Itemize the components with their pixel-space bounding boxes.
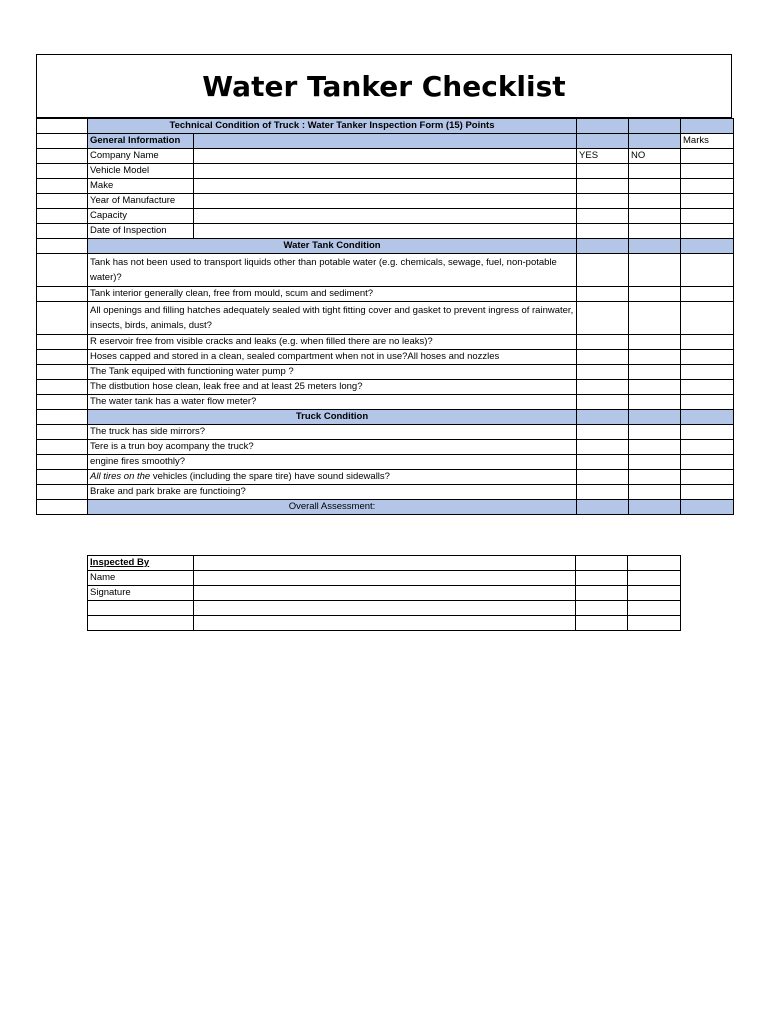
yes-cell[interactable] bbox=[577, 485, 629, 500]
general-heading: General Information bbox=[88, 134, 194, 149]
no-cell[interactable] bbox=[629, 485, 681, 500]
tires-rest-text: vehicles (including the spare tire) have sound sidewalls? bbox=[150, 471, 390, 482]
form-subtitle: Technical Condition of Truck : Water Tanker Inspection Form (15) Points bbox=[88, 119, 577, 134]
inspected-by-row bbox=[88, 556, 681, 571]
checklist-row bbox=[37, 485, 734, 500]
tank-heading: Water Tank Condition bbox=[88, 239, 577, 254]
field-label: Vehicle Model bbox=[88, 164, 194, 179]
checklist-item: The distbution hose clean, leak free and at least 25 meters long? bbox=[88, 380, 577, 395]
checklist-item: The truck has side mirrors? bbox=[88, 425, 577, 440]
marks-cell[interactable] bbox=[681, 254, 734, 287]
marks-cell[interactable] bbox=[681, 350, 734, 365]
checklist-item: engine fires smoothly? bbox=[88, 455, 577, 470]
no-cell[interactable] bbox=[629, 254, 681, 287]
field-value[interactable] bbox=[194, 209, 577, 224]
marks-cell[interactable] bbox=[681, 470, 734, 485]
inspection-row bbox=[88, 601, 681, 616]
marks-label: Marks bbox=[681, 134, 734, 149]
general-heading-row bbox=[37, 134, 734, 149]
field-label: Date of Inspection bbox=[88, 224, 194, 239]
marks-cell[interactable] bbox=[681, 440, 734, 455]
truck-heading: Truck Condition bbox=[88, 410, 577, 425]
checklist-row bbox=[37, 302, 734, 335]
marks-cell[interactable] bbox=[681, 425, 734, 440]
no-cell[interactable] bbox=[629, 455, 681, 470]
yes-cell[interactable] bbox=[577, 380, 629, 395]
checklist-item: The water tank has a water flow meter? bbox=[88, 395, 577, 410]
marks-cell[interactable] bbox=[681, 395, 734, 410]
yes-cell[interactable] bbox=[577, 365, 629, 380]
checklist-row bbox=[37, 365, 734, 380]
checklist-item: Tank has not been used to transport liquids other than potable water (e.g. chemicals, sewage, fuel, non-potable water)? bbox=[88, 254, 577, 287]
yes-cell[interactable] bbox=[577, 395, 629, 410]
marks-cell[interactable] bbox=[681, 455, 734, 470]
no-cell[interactable] bbox=[629, 335, 681, 350]
no-cell[interactable] bbox=[629, 350, 681, 365]
tank-heading-row bbox=[37, 239, 734, 254]
yes-cell[interactable] bbox=[577, 440, 629, 455]
no-cell[interactable] bbox=[629, 470, 681, 485]
checklist-row bbox=[37, 440, 734, 455]
yes-cell[interactable] bbox=[577, 455, 629, 470]
name-field[interactable] bbox=[194, 571, 576, 586]
marks-cell[interactable] bbox=[681, 302, 734, 335]
general-row bbox=[37, 224, 734, 239]
checklist-item: R eservoir free from visible cracks and leaks (e.g. when filled there are no leaks)? bbox=[88, 335, 577, 350]
yes-cell[interactable] bbox=[577, 254, 629, 287]
marks-cell[interactable] bbox=[681, 335, 734, 350]
checklist-row bbox=[37, 350, 734, 365]
checklist-item: Tere is a trun boy acompany the truck? bbox=[88, 440, 577, 455]
general-row bbox=[37, 209, 734, 224]
inspection-table bbox=[87, 555, 681, 631]
checklist-table bbox=[36, 118, 734, 515]
yes-cell[interactable] bbox=[577, 335, 629, 350]
field-value[interactable] bbox=[194, 194, 577, 209]
tires-italic-text: All tires on the bbox=[90, 471, 151, 482]
no-cell[interactable] bbox=[629, 302, 681, 335]
checklist-item: The Tank equiped with functioning water pump ? bbox=[88, 365, 577, 380]
no-cell[interactable] bbox=[629, 365, 681, 380]
no-cell[interactable] bbox=[629, 380, 681, 395]
no-cell[interactable] bbox=[629, 287, 681, 302]
checklist-row bbox=[37, 425, 734, 440]
name-label: Name bbox=[88, 571, 194, 586]
yes-cell[interactable] bbox=[577, 350, 629, 365]
general-row bbox=[37, 149, 734, 164]
signature-field[interactable] bbox=[194, 586, 576, 601]
checklist-row bbox=[37, 395, 734, 410]
general-row bbox=[37, 179, 734, 194]
checklist-row bbox=[37, 380, 734, 395]
checklist-row bbox=[37, 470, 734, 485]
yes-cell[interactable] bbox=[577, 302, 629, 335]
no-cell[interactable] bbox=[629, 425, 681, 440]
field-label: Year of Manufacture bbox=[88, 194, 194, 209]
signature-label: Signature bbox=[88, 586, 194, 601]
overall-row bbox=[37, 500, 734, 515]
field-value[interactable] bbox=[194, 224, 577, 239]
checklist-item: Brake and park brake are functioing? bbox=[88, 485, 577, 500]
field-label: Make bbox=[88, 179, 194, 194]
form-title-box bbox=[36, 54, 732, 118]
table-header-row bbox=[37, 119, 734, 134]
general-row bbox=[37, 194, 734, 209]
yes-cell[interactable] bbox=[577, 425, 629, 440]
inspected-by-heading: Inspected By bbox=[88, 556, 194, 571]
general-row bbox=[37, 164, 734, 179]
yes-cell[interactable] bbox=[577, 470, 629, 485]
checklist-item bbox=[88, 470, 577, 485]
inspection-row bbox=[88, 586, 681, 601]
yes-cell[interactable] bbox=[577, 287, 629, 302]
inspected-by-value[interactable] bbox=[194, 556, 576, 571]
checklist-item: Hoses capped and stored in a clean, sealed compartment when not in use?All hoses and nozzles bbox=[88, 350, 577, 365]
field-value[interactable] bbox=[194, 149, 577, 164]
no-cell[interactable] bbox=[629, 440, 681, 455]
field-value[interactable] bbox=[194, 164, 577, 179]
no-cell[interactable] bbox=[629, 395, 681, 410]
marks-cell[interactable] bbox=[681, 380, 734, 395]
field-value[interactable] bbox=[194, 179, 577, 194]
checklist-row bbox=[37, 254, 734, 287]
checklist-row bbox=[37, 335, 734, 350]
marks-cell[interactable] bbox=[681, 287, 734, 302]
yes-label: YES bbox=[577, 149, 629, 164]
checklist-row bbox=[37, 287, 734, 302]
inspection-row bbox=[88, 571, 681, 586]
checklist-item: Tank interior generally clean, free from mould, scum and sediment? bbox=[88, 287, 577, 302]
inspection-row bbox=[88, 616, 681, 631]
checklist-row bbox=[37, 455, 734, 470]
marks-cell[interactable] bbox=[681, 365, 734, 380]
overall-assessment: Overall Assessment: bbox=[88, 500, 577, 515]
checklist-item: All openings and filling hatches adequately sealed with tight fitting cover and gasket to prevent ingress of rainwater, insects, birds, animals, dust? bbox=[88, 302, 577, 335]
field-label: Capacity bbox=[88, 209, 194, 224]
field-label: Company Name bbox=[88, 149, 194, 164]
truck-heading-row bbox=[37, 410, 734, 425]
form-title: Water Tanker Checklist bbox=[202, 69, 566, 103]
no-label: NO bbox=[629, 149, 681, 164]
marks-cell[interactable] bbox=[681, 485, 734, 500]
